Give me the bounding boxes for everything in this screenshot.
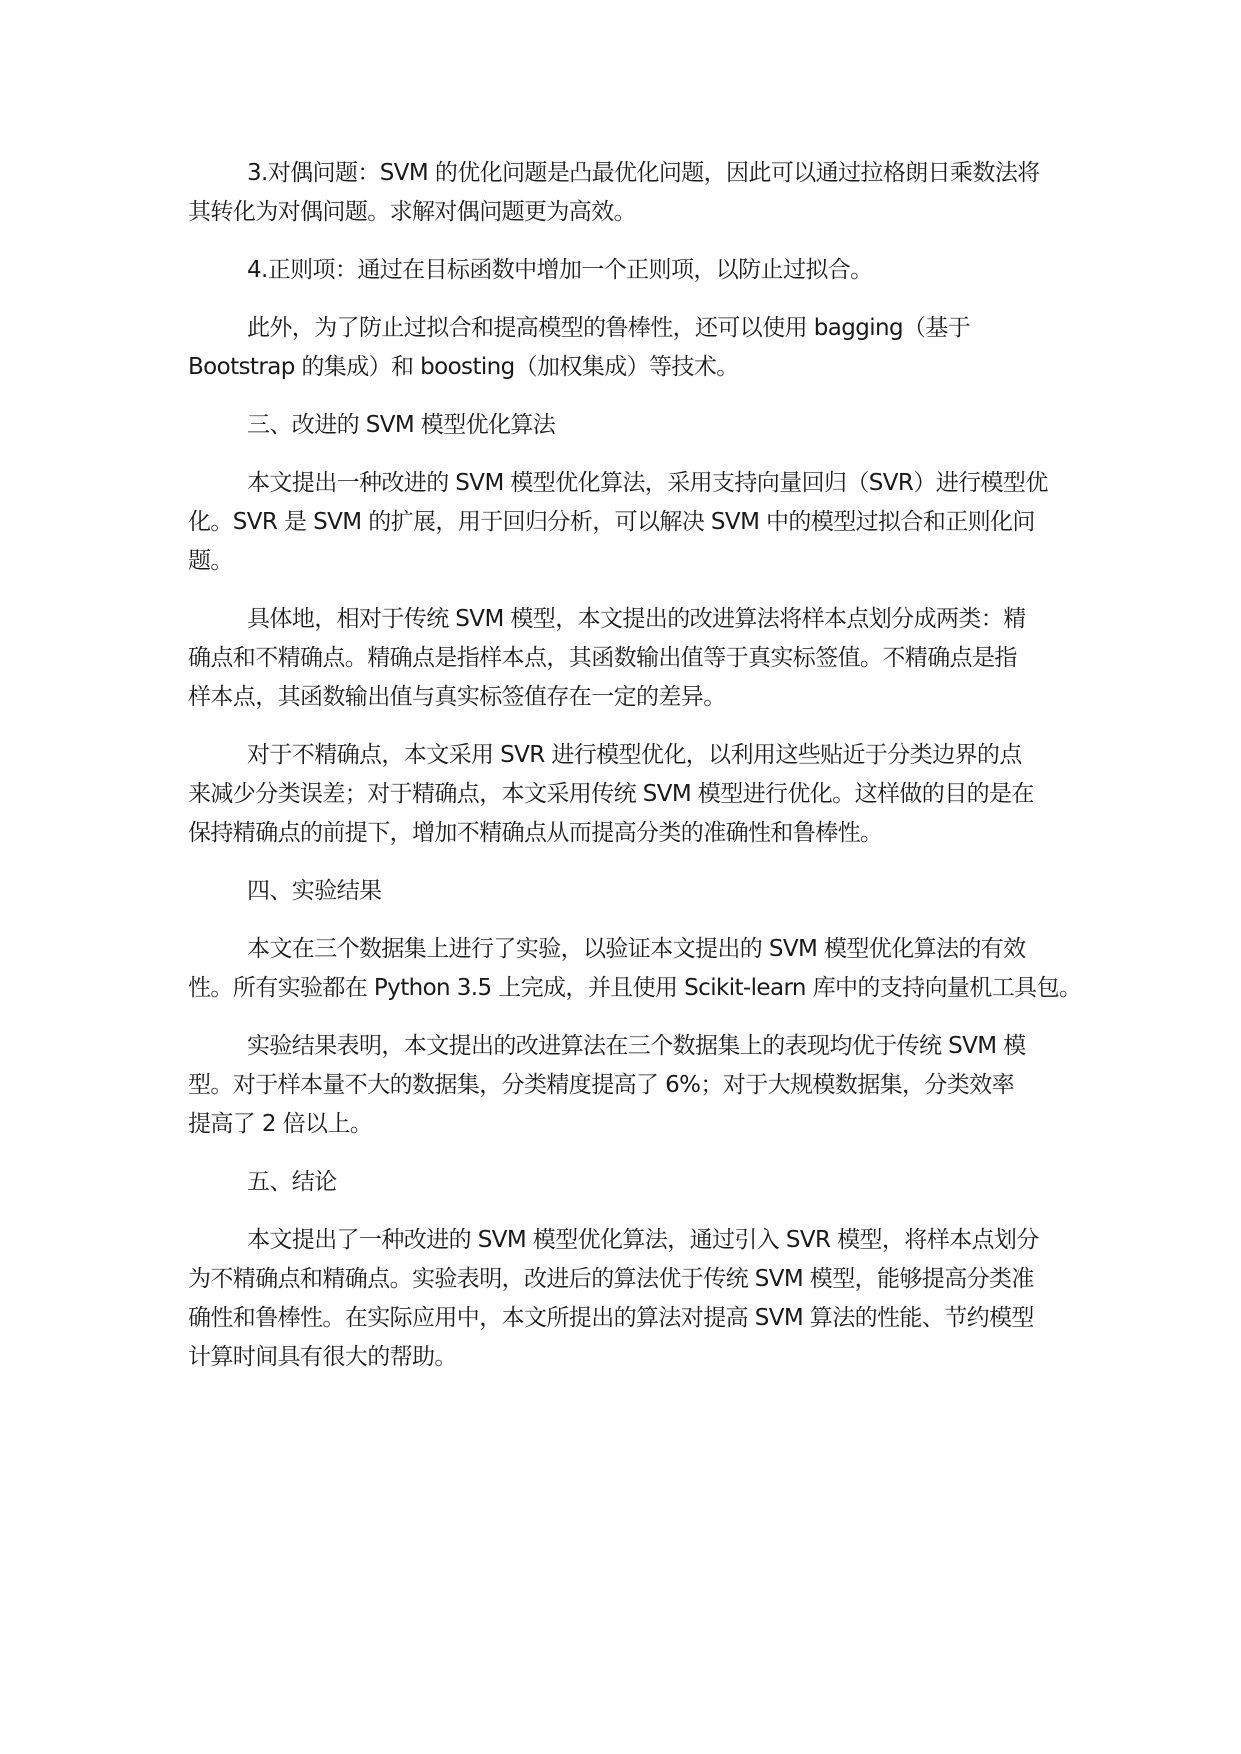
paragraph-svr-intro bbox=[188, 464, 1060, 581]
text-line: 3.对偶问题：SVM 的优化问题是凸最优化问题，因此可以通过拉格朗日乘数法将 bbox=[247, 160, 1040, 186]
paragraph-bagging-boosting bbox=[188, 309, 1060, 387]
text-line: 计算时间具有很大的帮助。 bbox=[188, 1344, 457, 1370]
text-line: 提高了 2 倍以上。 bbox=[188, 1111, 373, 1137]
section-heading-conclusion: 五、结论 bbox=[247, 1169, 337, 1195]
paragraph-regularization bbox=[188, 251, 1060, 290]
paragraph-optimization-strategy bbox=[188, 736, 1060, 853]
text-line: 此外，为了防止过拟合和提高模型的鲁棒性，还可以使用 bagging（基于 bbox=[247, 315, 971, 341]
text-line: 本文在三个数据集上进行了实验，以验证本文提出的 SVM 模型优化算法的有效 bbox=[247, 936, 1026, 962]
text-line: 确性和鲁棒性。在实际应用中，本文所提出的算法对提高 SVM 算法的性能、节约模型 bbox=[188, 1305, 1034, 1331]
paragraph-sample-split bbox=[188, 600, 1060, 717]
text-line: 确点和不精确点。精确点是指样本点，其函数输出值等于真实标签值。不精确点是指 bbox=[188, 645, 1017, 671]
text-line: 保持精确点的前提下，增加不精确点从而提高分类的准确性和鲁棒性。 bbox=[188, 820, 883, 846]
paragraph-conclusion bbox=[188, 1221, 1060, 1377]
text-line: 其转化为对偶问题。求解对偶问题更为高效。 bbox=[188, 199, 637, 225]
text-line: 样本点，其函数输出值与真实标签值存在一定的差异。 bbox=[188, 684, 726, 710]
text-line: 为不精确点和精确点。实验表明，改进后的算法优于传统 SVM 模型，能够提高分类准 bbox=[188, 1266, 1034, 1292]
text-line: 来减少分类误差；对于精确点，本文采用传统 SVM 模型进行优化。这样做的目的是在 bbox=[188, 781, 1034, 807]
section-heading-improved-algorithm: 三、改进的 SVM 模型优化算法 bbox=[247, 412, 556, 438]
text-line: 本文提出一种改进的 SVM 模型优化算法，采用支持向量回归（SVR）进行模型优 bbox=[247, 470, 1048, 496]
text-line: 型。对于样本量不大的数据集，分类精度提高了 6%；对于大规模数据集，分类效率 bbox=[188, 1072, 1014, 1098]
text-line: Bootstrap 的集成）和 boosting（加权集成）等技术。 bbox=[188, 354, 739, 380]
paragraph-dual-problem bbox=[188, 154, 1060, 232]
text-line: 对于不精确点，本文采用 SVR 进行模型优化，以利用这些贴近于分类边界的点 bbox=[247, 742, 1022, 768]
paragraph-experiment-results bbox=[188, 1027, 1060, 1144]
text-line: 具体地，相对于传统 SVM 模型，本文提出的改进算法将样本点划分成两类：精 bbox=[247, 606, 1026, 632]
text-line: 性。所有实验都在 Python 3.5 上完成，并且使用 Scikit-learn 库中的支持向量机工具包。 bbox=[188, 975, 1082, 1001]
text-line: 化。SVR 是 SVM 的扩展，用于回归分析，可以解决 SVM 中的模型过拟合和正则化问 bbox=[188, 509, 1035, 535]
document-body bbox=[188, 154, 1082, 1396]
text-line: 4.正则项：通过在目标函数中增加一个正则项，以防止过拟合。 bbox=[247, 257, 873, 283]
section-heading-experiments: 四、实验结果 bbox=[247, 878, 382, 904]
text-line: 实验结果表明，本文提出的改进算法在三个数据集上的表现均优于传统 SVM 模 bbox=[247, 1033, 1026, 1059]
text-line: 题。 bbox=[188, 548, 233, 574]
text-line: 本文提出了一种改进的 SVM 模型优化算法，通过引入 SVR 模型，将样本点划分 bbox=[247, 1227, 1039, 1253]
paragraph-experiment-setup bbox=[188, 930, 1082, 1008]
